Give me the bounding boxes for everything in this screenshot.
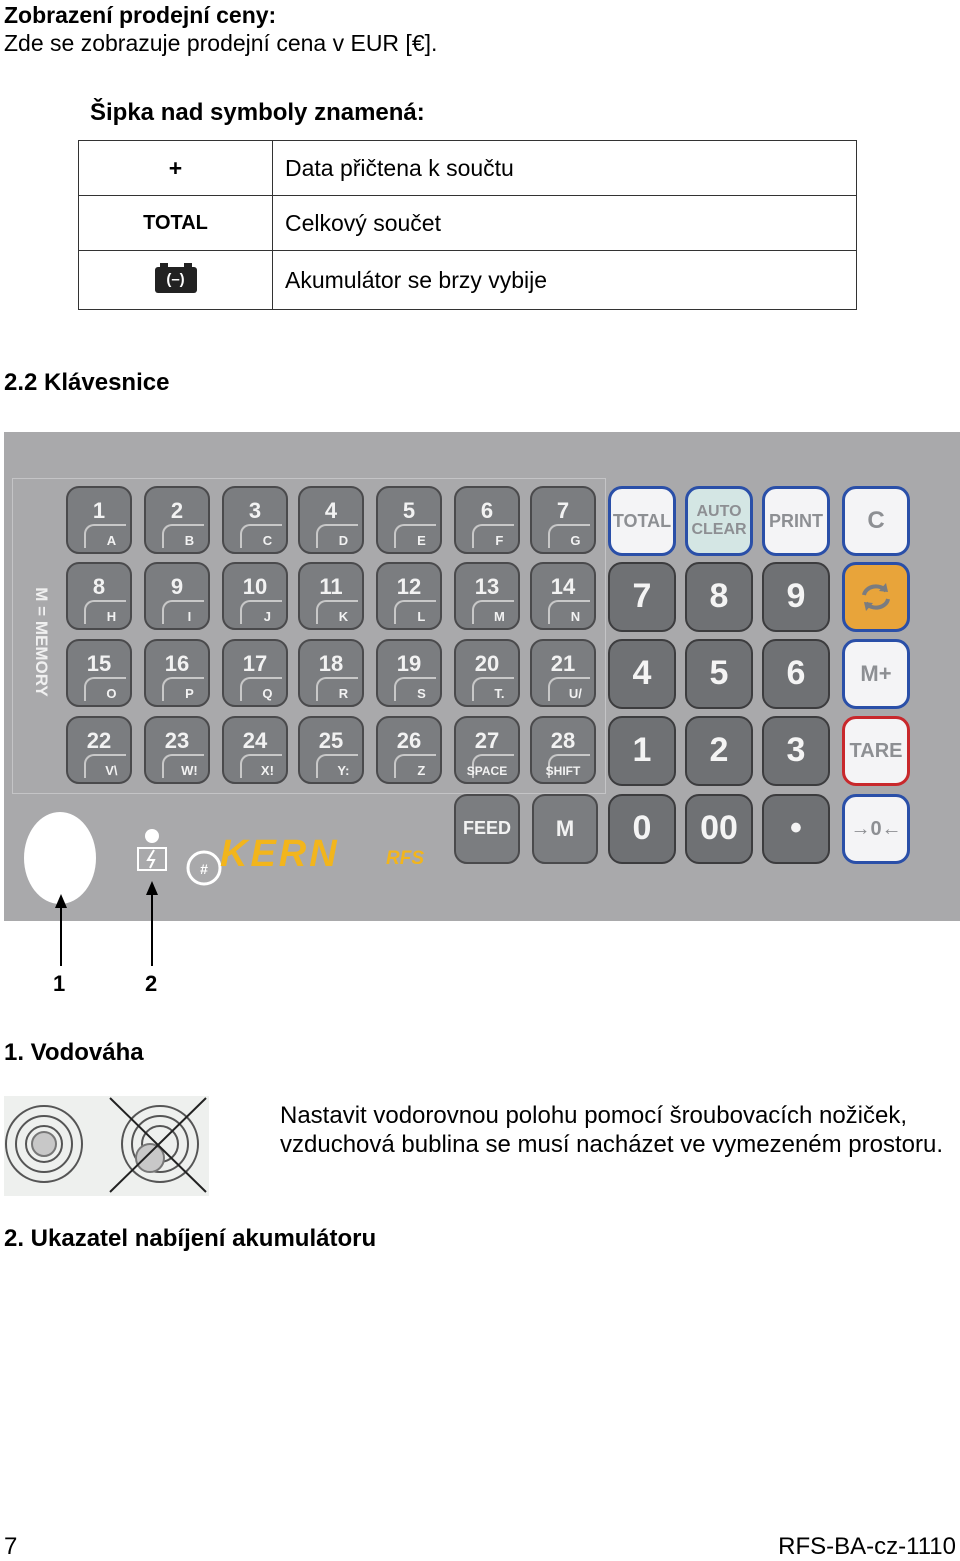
numeric-key-label: 9 [786,577,806,615]
memory-key-20[interactable] [454,639,520,707]
memory-key-19[interactable] [376,639,442,707]
feed-key-label: FEED [462,818,511,838]
memory-key-21[interactable] [530,639,596,707]
key-number: 21 [550,651,576,676]
memory-key-28[interactable] [530,716,596,784]
memory-key-5[interactable] [376,486,442,554]
m-key-label: M [555,816,575,841]
memory-key-1[interactable] [66,486,132,554]
key-letter: Q [262,686,273,701]
memory-key-10[interactable] [222,562,288,630]
key-number: 12 [396,574,422,599]
key-letter: F [495,533,504,548]
key-letter: P [185,686,194,701]
level-bubble [24,812,96,904]
memory-key-22[interactable] [66,716,132,784]
key-number: 3 [248,498,262,523]
page-number: 7 [4,1533,18,1560]
key-number: 11 [319,574,343,599]
numeric-key-label: 6 [786,654,806,692]
key-number: 28 [550,728,576,753]
level-text: Nastavit vodorovnou polohu pomocí šroubovacích nožiček, vzduchová bublina se musí nacházet ve vymezeném prostoru. [280,1102,944,1158]
numeric-key-3[interactable] [762,716,830,786]
memory-key-4[interactable] [298,486,364,554]
key-letter: Z [417,763,426,778]
callout-arrow-1 [60,906,62,966]
key-letter: E [417,533,426,548]
key-letter: C [262,533,273,548]
key-letter: I [187,609,192,624]
key-number: 1 [92,498,106,523]
symbol-cell: + [79,141,273,196]
key-letter: N [570,609,581,624]
symbol-cell [79,251,273,310]
key-number: 17 [242,651,268,676]
memory-key-26[interactable] [376,716,442,784]
refresh-key[interactable] [842,562,910,632]
memory-key-3[interactable] [222,486,288,554]
memory-key-16[interactable] [144,639,210,707]
key-letter: G [570,533,581,548]
numeric-key-label: 7 [632,577,652,615]
numeric-key-label: 0 [632,809,652,847]
key-letter: R [338,686,349,701]
key-letter: U/ [568,686,582,701]
numeric-key-label: 4 [632,654,652,692]
key-number: 10 [242,574,268,599]
numeric-key-label: 5 [709,654,729,692]
svg-text:#: # [200,861,208,877]
key-number: 14 [550,574,576,599]
key-number: 26 [396,728,422,753]
memory-key-9[interactable] [144,562,210,630]
key-number: 19 [396,651,422,676]
numeric-key-9[interactable] [762,562,830,632]
key-number: 24 [242,728,268,753]
numeric-key-00[interactable] [685,794,753,864]
keyboard-heading: 2.2 Klávesnice [4,369,170,396]
numeric-key-4[interactable] [608,639,676,709]
key-number: 15 [86,651,112,676]
key-number: 16 [164,651,190,676]
memory-key-6[interactable] [454,486,520,554]
key-letter: T. [494,686,505,701]
key-letter: A [106,533,117,548]
memory-key-8[interactable] [66,562,132,630]
symbol-cell: TOTAL [79,196,273,251]
battery-icon: (–) [155,267,197,293]
meaning-cell: Akumulátor se brzy vybije [273,251,857,310]
memory-key-25[interactable] [298,716,364,784]
memory-key-11[interactable] [298,562,364,630]
table-row [79,141,857,196]
numeric-key-1[interactable] [608,716,676,786]
key-letter: Y: [337,763,350,778]
callout-2: 2 [145,971,158,996]
charge-indicator-icon [134,828,170,874]
level-heading: 1. Vodováha [4,1039,144,1066]
zero-key[interactable]: →0← [842,794,910,864]
memory-key-23[interactable] [144,716,210,784]
table-row [79,196,857,251]
display-heading: Zobrazení prodejní ceny: [4,2,277,28]
callout-arrowhead-1 [55,894,67,908]
arrow-intro: Šipka nad symboly znamená: [90,99,425,126]
key-letter: V\ [105,763,118,778]
numeric-key-2[interactable] [685,716,753,786]
key-letter: X! [260,763,274,778]
memory-label-text: M = MEMORY [32,587,51,697]
numeric-key-5[interactable] [685,639,753,709]
level-illustration [4,1096,209,1196]
numeric-key-label: 1 [632,731,652,769]
key-number: 23 [164,728,190,753]
key-letter: SPACE [466,764,508,778]
feed-key[interactable] [454,794,520,864]
key-letter: S [417,686,426,701]
key-number: 4 [324,498,338,523]
key-letter: W! [181,763,198,778]
key-number: 22 [86,728,112,753]
memory-key-15[interactable] [66,639,132,707]
numeric-key-label: 2 [709,731,729,769]
numeric-key-label: 00 [700,809,738,847]
numeric-key-dot[interactable] [762,794,830,864]
auto-clear-key[interactable]: AUTO CLEAR [685,486,753,556]
memory-key-13[interactable] [454,562,520,630]
key-letter: M [493,609,505,624]
key-number: 7 [556,498,570,523]
tare-key[interactable]: TARE [842,716,910,786]
memory-key-12[interactable] [376,562,442,630]
memory-key-7[interactable] [530,486,596,554]
callout-1: 1 [53,971,66,996]
svg-text:RFS: RFS [386,848,424,869]
doc-code: RFS-BA-cz-1110 [778,1533,956,1560]
key-letter: J [263,609,272,624]
key-letter: B [184,533,195,548]
key-number: 5 [402,498,416,523]
meaning-cell: Celkový součet [273,196,857,251]
callout-arrow-2 [151,893,153,966]
numeric-key-label: 3 [786,731,806,769]
key-letter: K [338,609,349,624]
numeric-key-label: • [790,809,802,847]
keyboard-image [4,432,960,921]
memory-key-14[interactable] [530,562,596,630]
key-number: 20 [474,651,500,676]
key-number: 18 [318,651,344,676]
meaning-cell: Data přičtena k součtu [273,141,857,196]
key-number: 9 [170,574,184,599]
key-number: 2 [170,498,184,523]
total-key[interactable]: TOTAL [608,486,676,556]
c-key[interactable]: C [842,486,910,556]
key-letter: SHIFT [545,764,581,778]
table-row [79,251,857,310]
numeric-key-6[interactable] [762,639,830,709]
numeric-key-8[interactable] [685,562,753,632]
svg-text:KERN: KERN [220,833,340,875]
m-plus-key[interactable]: M+ [842,639,910,709]
memory-key-2[interactable] [144,486,210,554]
numeric-key-label: 8 [709,577,729,615]
symbols-table [78,140,857,310]
memory-key-17[interactable] [222,639,288,707]
display-text: Zde se zobrazuje prodejní cena v EUR [€]. [4,30,438,56]
memory-key-24[interactable] [222,716,288,784]
key-number: 25 [318,728,344,753]
key-number: 13 [474,574,500,599]
key-letter: H [106,609,117,624]
numeric-key-7[interactable] [608,562,676,632]
memory-key-18[interactable] [298,639,364,707]
numeric-key-0[interactable] [608,794,676,864]
print-key[interactable]: PRINT [762,486,830,556]
m-key[interactable] [532,794,598,864]
key-number: 27 [474,728,500,753]
refresh-icon [856,577,896,617]
key-letter: O [106,686,117,701]
charge-heading: 2. Ukazatel nabíjení akumulátoru [4,1225,377,1252]
key-letter: L [417,609,426,624]
kern-logo [180,824,450,894]
key-number: 6 [480,498,494,523]
memory-label [16,552,56,732]
key-number: 8 [92,574,106,599]
key-letter: D [338,533,349,548]
callout-arrowhead-2 [146,881,158,895]
memory-key-27[interactable] [454,716,520,784]
